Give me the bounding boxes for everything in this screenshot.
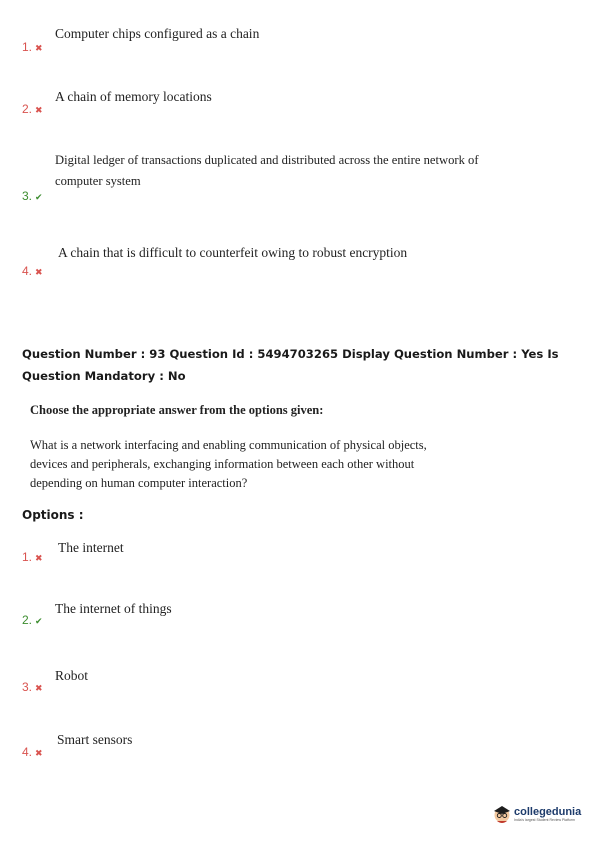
- collegedunia-logo: [492, 803, 581, 825]
- cross-icon: ✖: [35, 553, 43, 563]
- logo-tagline: India's largest Student Review Platform: [514, 818, 575, 822]
- option-text: A chain of memory locations: [55, 89, 212, 104]
- option-number: 3. ✖: [22, 680, 43, 694]
- option-text: Robot: [55, 668, 89, 683]
- option-text: The internet of things: [55, 601, 172, 616]
- question-instruction: Choose the appropriate answer from the options given:: [30, 403, 324, 417]
- option-number: 4. ✖: [22, 264, 43, 278]
- cross-icon: ✖: [35, 748, 43, 758]
- option-number: 1. ✖: [22, 550, 43, 564]
- question-header: Question Number : 93 Question Id : 5494703265 Display Question Number : Yes Is Question Mandatory : No: [22, 347, 559, 383]
- option-text: Smart sensors: [57, 732, 133, 747]
- option-text: Digital ledger of transactions duplicated and distributed across the entire network of computer system: [55, 153, 479, 188]
- check-icon: ✔: [35, 616, 43, 626]
- option-number: 3. ✔: [22, 189, 43, 203]
- option-text: The internet: [58, 540, 124, 555]
- question-text: What is a network interfacing and enabling communication of physical objects, devices and peripherals, exchanging information between each other without depending on human computer interaction?: [30, 438, 427, 490]
- option-number: 1. ✖: [22, 40, 43, 54]
- cross-icon: ✖: [35, 105, 43, 115]
- option-text: Computer chips configured as a chain: [55, 26, 260, 41]
- cross-icon: ✖: [35, 43, 43, 53]
- check-icon: ✔: [35, 192, 43, 202]
- option-number: 4. ✖: [22, 745, 43, 759]
- option-number: 2. ✖: [22, 102, 43, 116]
- option-text: A chain that is difficult to counterfeit owing to robust encryption: [58, 245, 408, 260]
- logo-wordmark: collegedunia: [514, 806, 582, 818]
- cross-icon: ✖: [35, 683, 43, 693]
- student-mascot-icon: [492, 803, 512, 825]
- cross-icon: ✖: [35, 267, 43, 277]
- options-label: Options :: [22, 508, 84, 522]
- option-number: 2. ✔: [22, 613, 43, 627]
